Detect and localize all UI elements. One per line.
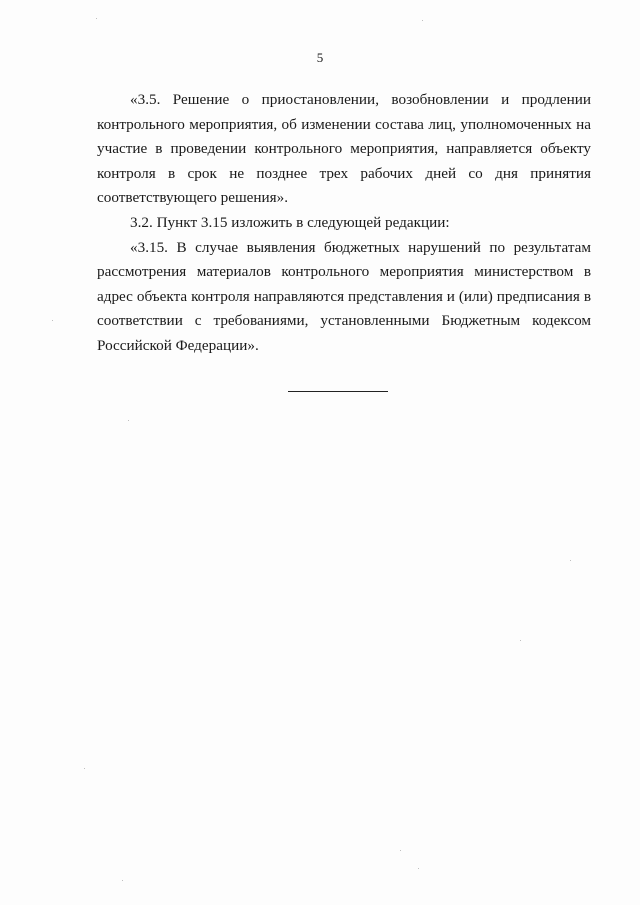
scan-speck — [418, 868, 419, 869]
scan-speck — [570, 560, 571, 561]
scan-speck — [52, 320, 53, 321]
scan-speck — [128, 420, 129, 421]
scan-speck — [84, 768, 85, 769]
end-divider-line — [288, 391, 388, 392]
paragraph-3-15: «3.15. В случае выявления бюджетных нарушений по результатам рассмотрения материалов контрольного мероприятия министерством в адрес объекта контроля направляются представления и (или) предписания в соответствии с требованиями, установленными Бюджетным кодексом Российской Федерации». — [97, 238, 591, 354]
page-number: 5 — [316, 50, 324, 65]
document-body — [97, 88, 591, 359]
paragraph-3-2: 3.2. Пункт 3.15 изложить в следующей редакции: — [130, 213, 450, 231]
scan-speck — [422, 20, 423, 21]
scan-speck — [520, 640, 521, 641]
scan-speck — [96, 18, 97, 19]
scan-speck — [400, 850, 401, 851]
scan-speck — [122, 880, 123, 881]
paragraph-3-5: «3.5. Решение о приостановлении, возобновлении и продлении контрольного мероприятия, об изменении состава лиц, уполномоченных на участие в проведении контрольного мероприятия, направляется объекту контроля в срок не позднее трех рабочих дней со дня принятия соответствующего решения». — [97, 91, 591, 207]
